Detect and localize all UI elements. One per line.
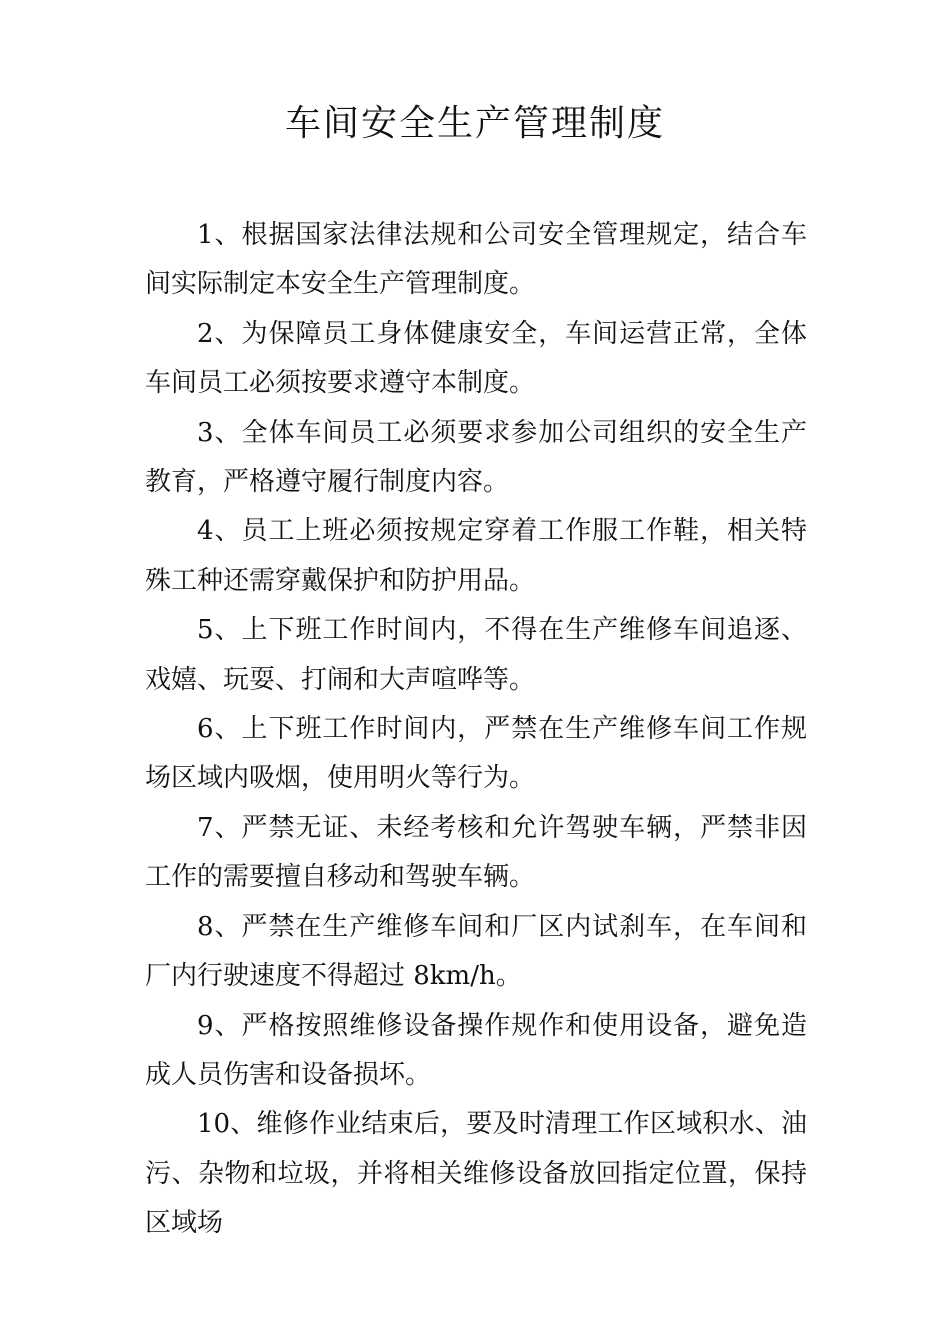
document-body <box>145 211 807 1249</box>
paragraph-6: 6、上下班工作时间内，严禁在生产维修车间工作规场区域内吸烟，使用明火等行为。 <box>145 714 807 794</box>
paragraph-4: 4、员工上班必须按规定穿着工作服工作鞋，相关特殊工种还需穿戴保护和防护用品。 <box>145 516 807 596</box>
paragraph-10: 10、维修作业结束后，要及时清理工作区域积水、油污、杂物和垃圾，并将相关维修设备放回指定位置，保持区域场 <box>145 1109 807 1239</box>
document-title: 车间安全生产管理制度 <box>284 103 665 144</box>
paragraph-1: 1、根据国家法律法规和公司安全管理规定，结合车间实际制定本安全生产管理制度。 <box>145 220 807 300</box>
paragraph-2: 2、为保障员工身体健康安全，车间运营正常，全体车间员工必须按要求遵守本制度。 <box>145 318 807 399</box>
paragraph-8: 8、严禁在生产维修车间和厂区内试刹车，在车间和厂内行驶速度不得超过 8km/h。 <box>145 911 807 992</box>
paragraph-7: 7、严禁无证、未经考核和允许驾驶车辆，严禁非因工作的需要擅自移动和驾驶车辆。 <box>145 812 807 893</box>
paragraph-5: 5、上下班工作时间内，不得在生产维修车间追逐、戏嬉、玩耍、打闹和大声喧哗等。 <box>145 615 807 695</box>
paragraph-9: 9、严格按照维修设备操作规作和使用设备，避免造成人员伤害和设备损坏。 <box>145 1010 807 1090</box>
paragraph-3: 3、全体车间员工必须要求参加公司组织的安全生产教育，严格遵守履行制度内容。 <box>145 417 807 498</box>
